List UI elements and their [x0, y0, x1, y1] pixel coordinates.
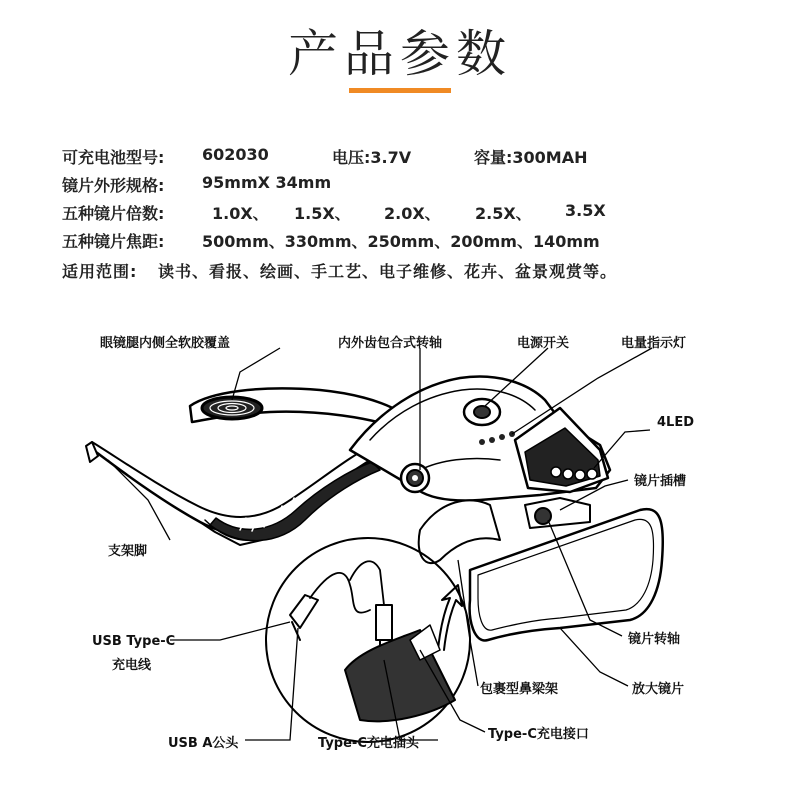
callout-hinge: 内外齿包合式转轴 — [338, 336, 443, 351]
callout-led: 4LED — [657, 415, 695, 430]
spec-focal-value: 500mm、330mm、250mm、200mm、140mm — [202, 232, 600, 251]
callout-magnifier: 放大镜片 — [632, 682, 685, 697]
callout-usb-cable-line1: USB Type-C — [92, 634, 176, 649]
spec-lens-size-value: 95mmX 34mm — [202, 173, 332, 192]
callout-nose-bridge: 包裹型鼻梁架 — [480, 682, 559, 697]
callout-lens-slot: 镜片插槽 — [634, 474, 687, 489]
hinge-gear — [401, 464, 429, 492]
leader-usb-cable — [170, 622, 290, 640]
spec-mag-1: 1.0X、 — [212, 204, 269, 223]
callout-soft-cover: 眼镜腿内侧全软胶覆盖 — [100, 336, 231, 351]
callout-power-switch: 电源开关 — [517, 336, 570, 351]
spec-battery-label: 可充电池型号: — [62, 148, 165, 167]
callout-stand-leg: 支架脚 — [108, 544, 148, 559]
soft-pad — [190, 388, 400, 428]
spec-mag-3: 2.0X、 — [384, 204, 441, 223]
spec-mag-2: 1.5X、 — [294, 204, 351, 223]
spec-lens-size-label: 镜片外形规格: — [62, 176, 165, 195]
spec-usage-label: 适用范围: — [62, 262, 138, 281]
spec-battery-value: 602030 — [202, 145, 269, 164]
spec-focal-label: 五种镜片焦距: — [62, 232, 165, 251]
spec-voltage: 电压:3.7V — [332, 148, 412, 167]
callout-lens-pivot: 镜片转轴 — [628, 632, 681, 647]
callout-typec-port: Type-C充电接口 — [488, 727, 589, 742]
callout-battery-indicator: 电量指示灯 — [621, 336, 687, 351]
power-switch — [464, 399, 500, 425]
leader-magnifier — [560, 628, 628, 686]
spec-mag-label: 五种镜片倍数: — [62, 204, 165, 223]
spec-capacity: 容量:300MAH — [474, 148, 588, 167]
nose-bridge — [419, 500, 500, 563]
page-title: 产品参数 — [288, 25, 512, 83]
leader-usb-a — [245, 628, 298, 740]
spec-mag-4: 2.5X、 — [475, 204, 532, 223]
inner-soft-cover — [210, 462, 380, 541]
callout-usb-a: USB A公头 — [168, 736, 239, 751]
spec-mag-5: 3.5X — [565, 201, 606, 220]
spec-usage-value: 读书、看报、绘画、手工艺、电子维修、花卉、盆景观赏等。 — [158, 262, 618, 281]
callout-usb-cable-line2: 充电线 — [112, 658, 152, 673]
magnifier-lens — [470, 509, 663, 640]
callout-typec-plug: Type-C充电插头 — [318, 736, 419, 751]
